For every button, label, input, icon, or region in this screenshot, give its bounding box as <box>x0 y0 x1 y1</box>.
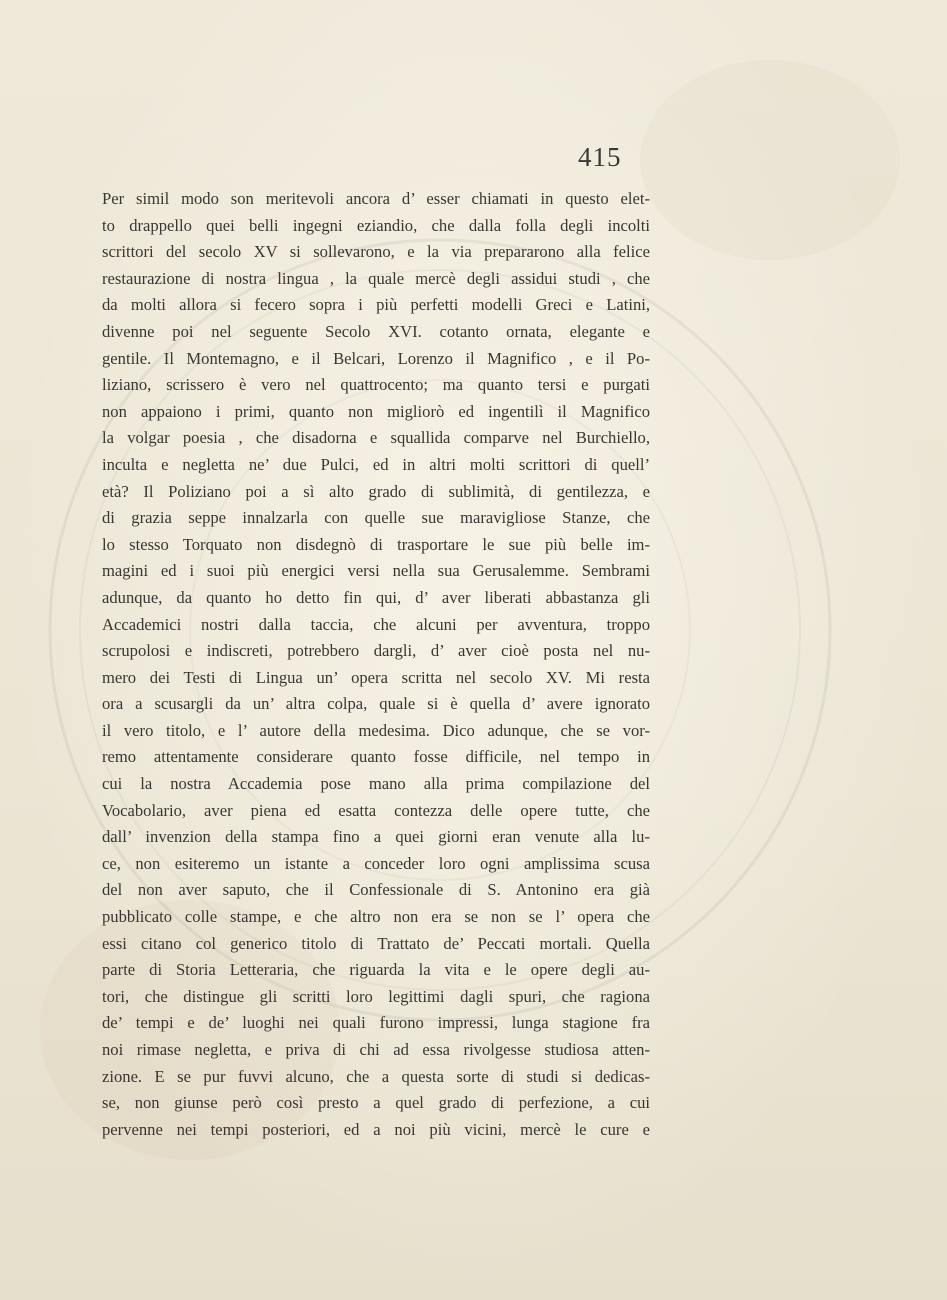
text-line: Accademici nostri dalla taccia, che alcuni per avventura, troppo <box>102 614 650 634</box>
text-line: Per simil modo son meritevoli ancora d’ esser chiamati in questo elet- <box>102 189 650 208</box>
text-line: cui la nostra Accademia pose mano alla prima compilazione del <box>102 774 650 794</box>
text-line: magini ed i suoi più energici versi nella sua Gerusalemme. Sembrami <box>102 561 650 581</box>
text-line: mero dei Testi di Lingua un’ opera scritta nel secolo XV. Mi resta <box>102 667 650 687</box>
text-line: da molti allora si fecero sopra i più perfetti modelli Greci e Latini, <box>102 295 650 315</box>
text-line: tori, che distingue gli scritti loro legittimi dagli spuri, che ragiona <box>102 986 650 1006</box>
text-line: non appaiono i primi, quanto non migliorò ed ingentilì il Magnifico <box>102 401 650 421</box>
text-line: ora a scusargli da un’ altra colpa, quale si è quella d’ avere ignorato <box>102 694 650 714</box>
page-number: 415 <box>578 142 622 172</box>
body-text <box>102 186 650 1143</box>
text-line: zione. E se pur fuvvi alcuno, che a questa sorte di studi si dedicas- <box>102 1066 650 1086</box>
text-line: la volgar poesia , che disadorna e squallida comparve nel Burchiello, <box>102 428 650 448</box>
text-line: to drappello quei belli ingegni eziandio, che dalla folla degli incolti <box>102 215 650 235</box>
text-line: noi rimase negletta, e priva di chi ad essa rivolgesse studiosa atten- <box>102 1040 650 1059</box>
text-line: remo attentamente considerare quanto fosse difficile, nel tempo in <box>102 747 650 767</box>
text-line: parte di Storia Letteraria, che riguarda la vita e le opere degli au- <box>102 960 650 980</box>
text-line: inculta e negletta ne’ due Pulci, ed in altri molti scrittori di quell’ <box>102 454 650 474</box>
text-line: ce, non esiteremo un istante a conceder loro ogni amplissima scusa <box>102 853 650 873</box>
text-line: pubblicato colle stampe, e che altro non era se non se l’ opera che <box>102 907 650 927</box>
text-line: pervenne nei tempi posteriori, ed a noi più vicini, mercè le cure e <box>102 1119 650 1139</box>
text-line: dall’ invenzion della stampa fino a quei giorni eran venute alla lu- <box>102 827 650 847</box>
text-line: età? Il Poliziano poi a sì alto grado di sublimità, di gentilezza, e <box>102 481 650 501</box>
text-line: scrupolosi e indiscreti, potrebbero dargli, d’ aver cioè posta nel nu- <box>102 641 650 661</box>
text-line: essi citano col generico titolo di Trattato de’ Peccati mortali. Quella <box>102 933 650 953</box>
text-line: se, non giunse però così presto a quel grado di perfezione, a cui <box>102 1093 650 1113</box>
paper-stain <box>640 60 900 260</box>
text-line: lo stesso Torquato non disdegnò di trasportare le sue più belle im- <box>102 534 650 554</box>
text-line: liziano, scrissero è vero nel quattrocento; ma quanto tersi e purgati <box>102 375 650 395</box>
text-line: di grazia seppe innalzarla con quelle sue maravigliose Stanze, che <box>102 508 650 528</box>
text-line: divenne poi nel seguente Secolo XVI. cotanto ornata, elegante e <box>102 321 650 341</box>
text-line: Vocabolario, aver piena ed esatta contezza delle opere tutte, che <box>102 800 650 820</box>
text-line: de’ tempi e de’ luoghi nei quali furono impressi, lunga stagione fra <box>102 1013 650 1033</box>
text-line: restaurazione di nostra lingua , la quale mercè degli assidui studi , che <box>102 268 650 288</box>
text-line: gentile. Il Montemagno, e il Belcari, Lorenzo il Magnifico , e il Po- <box>102 348 650 368</box>
text-line: scrittori del secolo XV si sollevarono, e la via prepararono alla felice <box>102 242 650 262</box>
text-line: adunque, da quanto ho detto fin qui, d’ aver liberati abbastanza gli <box>102 587 650 607</box>
text-line: del non aver saputo, che il Confessionale di S. Antonino era già <box>102 880 650 900</box>
text-line: il vero titolo, e l’ autore della medesima. Dico adunque, che se vor- <box>102 720 650 740</box>
